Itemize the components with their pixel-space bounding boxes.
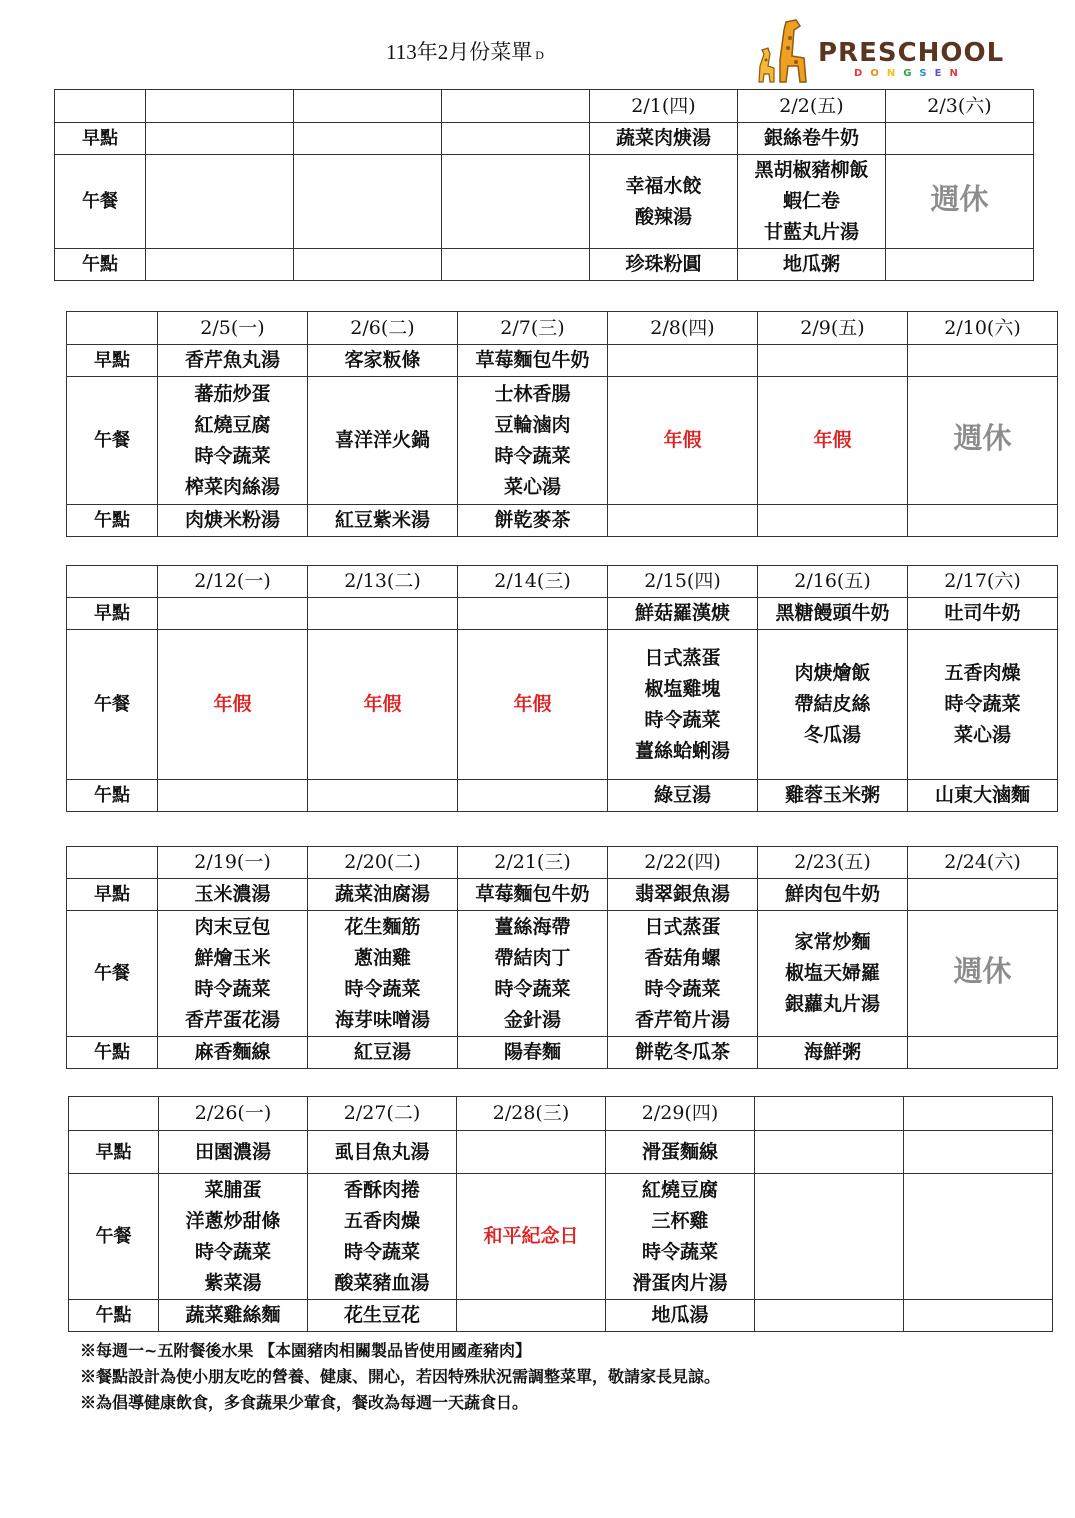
breakfast-row bbox=[67, 879, 1058, 911]
lunch-dish: 蔥油雞 bbox=[353, 946, 411, 969]
lunch-cell bbox=[146, 155, 294, 249]
snack-cell: 雞蓉玉米粥 bbox=[758, 780, 908, 812]
breakfast-cell: 香芹魚丸湯 bbox=[158, 345, 308, 377]
breakfast-cell bbox=[908, 879, 1058, 911]
snack-cell: 紅豆湯 bbox=[308, 1037, 458, 1069]
date-cell: 2/28(三) bbox=[457, 1097, 606, 1131]
corner-cell bbox=[67, 312, 158, 345]
breakfast-cell bbox=[755, 1131, 904, 1174]
logo-subtitle bbox=[854, 68, 966, 80]
snack-row bbox=[67, 780, 1058, 812]
lunch-dish: 銀蘿丸片湯 bbox=[784, 993, 880, 1015]
row-label-breakfast: 早點 bbox=[67, 345, 158, 377]
logo-sub-letter: N bbox=[949, 68, 966, 79]
lunch-dish: 五香肉燥 bbox=[343, 1209, 420, 1232]
lunch-cell bbox=[308, 630, 458, 780]
snack-cell bbox=[442, 249, 590, 281]
breakfast-cell bbox=[308, 598, 458, 630]
snack-cell: 花生豆花 bbox=[308, 1300, 457, 1332]
date-cell: 2/13(二) bbox=[308, 566, 458, 598]
date-row bbox=[67, 847, 1058, 879]
lunch-cell bbox=[590, 155, 738, 249]
breakfast-cell: 吐司牛奶 bbox=[908, 598, 1058, 630]
breakfast-cell: 鮮菇羅漢焿 bbox=[608, 598, 758, 630]
date-cell: 2/21(三) bbox=[458, 847, 608, 879]
snack-cell: 山東大滷麵 bbox=[908, 780, 1058, 812]
lunch-row bbox=[55, 155, 1034, 249]
lunch-dish: 帶結皮絲 bbox=[794, 693, 871, 715]
lunch-dish: 時令蔬菜 bbox=[494, 977, 571, 1000]
corner-cell bbox=[67, 566, 158, 598]
logo-sub-letter: E bbox=[934, 68, 950, 79]
giraffe-icon bbox=[752, 16, 822, 86]
lunch-dish: 時令蔬菜 bbox=[344, 977, 421, 1000]
lunch-cell bbox=[758, 630, 908, 780]
lunch-cell bbox=[608, 377, 758, 505]
lunch-dish: 金針湯 bbox=[503, 1008, 561, 1031]
lunch-cell bbox=[608, 911, 758, 1037]
lunch-dish: 五香肉燥 bbox=[944, 662, 1021, 684]
lunch-cell bbox=[606, 1174, 755, 1300]
lunch-dish: 酸菜豬血湯 bbox=[334, 1271, 430, 1294]
lunch-dish: 日式蒸蛋 bbox=[644, 915, 721, 938]
snack-cell bbox=[158, 780, 308, 812]
snack-cell: 紅豆紫米湯 bbox=[308, 505, 458, 537]
row-label-lunch: 午餐 bbox=[67, 377, 158, 505]
date-cell: 2/1(四) bbox=[590, 90, 738, 123]
lunch-dish: 日式蒸蛋 bbox=[644, 646, 721, 669]
week-table bbox=[54, 89, 1034, 281]
lunch-cell bbox=[908, 377, 1058, 505]
lunch-cell bbox=[308, 911, 458, 1037]
breakfast-cell bbox=[758, 345, 908, 377]
lunch-row bbox=[67, 630, 1058, 780]
date-cell: 2/26(一) bbox=[159, 1097, 308, 1131]
lunch-dish: 士林香腸 bbox=[494, 382, 571, 405]
date-cell: 2/2(五) bbox=[738, 90, 886, 123]
lunch-row bbox=[67, 377, 1058, 505]
breakfast-cell bbox=[886, 123, 1034, 155]
snack-cell bbox=[458, 780, 608, 812]
lunch-dish: 鮮燴玉米 bbox=[194, 946, 271, 969]
lunch-cell bbox=[608, 630, 758, 780]
note-line: ※為倡導健康飲食，多食蔬果少葷食，餐改為每週一天蔬食日。 bbox=[80, 1393, 529, 1412]
breakfast-row bbox=[55, 123, 1034, 155]
lunch-dish: 幸福水餃 bbox=[625, 174, 702, 197]
lunch-cell bbox=[458, 911, 608, 1037]
lunch-dish: 榨菜肉絲湯 bbox=[184, 475, 280, 498]
lunch-cell bbox=[457, 1174, 606, 1300]
note-line: ※每週一~五附餐後水果 【本園豬肉相關製品皆使用國產豬肉】 bbox=[80, 1341, 531, 1360]
holiday-label: 年假 bbox=[663, 429, 702, 451]
snack-cell: 地瓜粥 bbox=[738, 249, 886, 281]
holiday-label: 年假 bbox=[813, 429, 852, 451]
lunch-cell bbox=[904, 1174, 1053, 1300]
date-cell: 2/14(三) bbox=[458, 566, 608, 598]
breakfast-cell: 鮮肉包牛奶 bbox=[758, 879, 908, 911]
lunch-dish: 蝦仁卷 bbox=[782, 190, 840, 212]
snack-cell: 陽春麵 bbox=[458, 1037, 608, 1069]
date-row bbox=[69, 1097, 1053, 1131]
lunch-cell bbox=[308, 377, 458, 505]
title-suffix: D bbox=[535, 48, 544, 62]
week-table bbox=[66, 311, 1058, 537]
lunch-dish: 菜脯蛋 bbox=[204, 1178, 262, 1201]
lunch-dish: 滑蛋肉片湯 bbox=[632, 1271, 728, 1294]
lunch-dish: 時令蔬菜 bbox=[641, 1240, 718, 1263]
lunch-dish: 海芽味噌湯 bbox=[334, 1008, 430, 1031]
lunch-cell bbox=[738, 155, 886, 249]
date-cell: 2/19(一) bbox=[158, 847, 308, 879]
corner-cell bbox=[67, 847, 158, 879]
snack-cell bbox=[294, 249, 442, 281]
date-cell: 2/5(一) bbox=[158, 312, 308, 345]
lunch-dish: 紫菜湯 bbox=[204, 1271, 262, 1294]
row-label-snack: 午點 bbox=[67, 505, 158, 537]
lunch-dish: 時令蔬菜 bbox=[644, 708, 721, 731]
breakfast-cell bbox=[294, 123, 442, 155]
breakfast-cell bbox=[146, 123, 294, 155]
logo-sub-letter: D bbox=[854, 68, 871, 79]
title-main: 113年2月份菜單 bbox=[386, 40, 533, 64]
date-cell: 2/9(五) bbox=[758, 312, 908, 345]
date-row bbox=[67, 566, 1058, 598]
lunch-dish: 肉末豆包 bbox=[194, 915, 271, 938]
weekend-label: 週休 bbox=[953, 954, 1012, 988]
breakfast-cell: 黑糖饅頭牛奶 bbox=[758, 598, 908, 630]
date-cell: 2/7(三) bbox=[458, 312, 608, 345]
snack-row bbox=[55, 249, 1034, 281]
lunch-dish: 帶結肉丁 bbox=[494, 946, 571, 969]
snack-cell bbox=[886, 249, 1034, 281]
lunch-dish: 薑絲海帶 bbox=[494, 915, 571, 938]
lunch-cell bbox=[158, 630, 308, 780]
logo-sub-letter: N bbox=[886, 68, 904, 79]
lunch-dish: 菜心湯 bbox=[503, 475, 561, 498]
lunch-dish: 豆輪滷肉 bbox=[494, 413, 571, 436]
lunch-dish: 紅燒豆腐 bbox=[641, 1178, 718, 1201]
lunch-dish: 洋蔥炒甜條 bbox=[185, 1209, 281, 1232]
lunch-cell bbox=[758, 377, 908, 505]
snack-cell: 海鮮粥 bbox=[758, 1037, 908, 1069]
date-cell: 2/3(六) bbox=[886, 90, 1034, 123]
snack-cell bbox=[908, 1037, 1058, 1069]
row-label-lunch: 午餐 bbox=[67, 911, 158, 1037]
lunch-row bbox=[67, 911, 1058, 1037]
lunch-cell bbox=[158, 911, 308, 1037]
breakfast-cell bbox=[158, 598, 308, 630]
lunch-dish: 紅燒豆腐 bbox=[194, 413, 271, 436]
snack-cell: 餅乾麥茶 bbox=[458, 505, 608, 537]
lunch-dish: 椒塩雞塊 bbox=[644, 677, 721, 700]
date-cell bbox=[442, 90, 590, 123]
date-cell bbox=[755, 1097, 904, 1131]
snack-cell: 綠豆湯 bbox=[608, 780, 758, 812]
lunch-cell bbox=[755, 1174, 904, 1300]
date-cell: 2/23(五) bbox=[758, 847, 908, 879]
preschool-logo bbox=[752, 16, 1032, 86]
date-cell: 2/16(五) bbox=[758, 566, 908, 598]
lunch-dish: 家常炒麵 bbox=[794, 931, 871, 953]
lunch-dish: 酸辣湯 bbox=[634, 205, 692, 228]
lunch-dish: 時令蔬菜 bbox=[494, 444, 571, 467]
lunch-dish: 椒塩天婦羅 bbox=[784, 962, 880, 984]
snack-cell bbox=[608, 505, 758, 537]
row-label-lunch: 午餐 bbox=[69, 1174, 159, 1300]
holiday-label: 和平紀念日 bbox=[483, 1225, 579, 1247]
snack-cell bbox=[904, 1300, 1053, 1332]
date-cell bbox=[146, 90, 294, 123]
snack-row bbox=[67, 505, 1058, 537]
lunch-cell bbox=[158, 377, 308, 505]
holiday-label: 年假 bbox=[363, 693, 402, 715]
breakfast-cell: 田園濃湯 bbox=[159, 1131, 308, 1174]
date-cell: 2/12(一) bbox=[158, 566, 308, 598]
lunch-dish: 喜洋洋火鍋 bbox=[334, 429, 430, 451]
date-cell: 2/6(二) bbox=[308, 312, 458, 345]
breakfast-cell bbox=[458, 598, 608, 630]
breakfast-cell: 玉米濃湯 bbox=[158, 879, 308, 911]
row-label-snack: 午點 bbox=[67, 1037, 158, 1069]
notes bbox=[80, 1338, 720, 1416]
corner-cell bbox=[69, 1097, 159, 1131]
lunch-dish: 薑絲蛤蜊湯 bbox=[634, 739, 730, 762]
breakfast-cell bbox=[442, 123, 590, 155]
lunch-dish: 時令蔬菜 bbox=[194, 1240, 271, 1263]
weekend-label: 週休 bbox=[930, 182, 989, 216]
week-table bbox=[68, 1096, 1053, 1332]
date-cell bbox=[904, 1097, 1053, 1131]
breakfast-row bbox=[69, 1131, 1053, 1174]
week-table bbox=[66, 846, 1058, 1069]
breakfast-row bbox=[67, 598, 1058, 630]
lunch-dish: 冬瓜湯 bbox=[803, 724, 861, 746]
lunch-dish: 黑胡椒豬柳飯 bbox=[754, 159, 869, 181]
row-label-breakfast: 早點 bbox=[55, 123, 146, 155]
note-line: ※餐點設計為使小朋友吃的營養、健康、開心，若因特殊狀況需調整菜單，敬請家長見諒。 bbox=[80, 1367, 721, 1386]
lunch-dish: 香酥肉捲 bbox=[343, 1178, 420, 1201]
breakfast-cell: 蔬菜肉焿湯 bbox=[590, 123, 738, 155]
weekend-label: 週休 bbox=[953, 421, 1012, 455]
lunch-dish: 蕃茄炒蛋 bbox=[194, 382, 271, 405]
date-cell bbox=[294, 90, 442, 123]
lunch-dish: 肉焿燴飯 bbox=[794, 662, 871, 684]
breakfast-cell: 蔬菜油腐湯 bbox=[308, 879, 458, 911]
snack-cell: 肉焿米粉湯 bbox=[158, 505, 308, 537]
date-cell: 2/8(四) bbox=[608, 312, 758, 345]
page-title bbox=[386, 36, 544, 66]
date-cell: 2/27(二) bbox=[308, 1097, 457, 1131]
breakfast-cell: 草莓麵包牛奶 bbox=[458, 345, 608, 377]
date-row bbox=[55, 90, 1034, 123]
lunch-dish: 時令蔬菜 bbox=[343, 1240, 420, 1263]
lunch-cell bbox=[886, 155, 1034, 249]
date-row bbox=[67, 312, 1058, 345]
snack-cell bbox=[146, 249, 294, 281]
breakfast-cell: 滑蛋麵線 bbox=[606, 1131, 755, 1174]
lunch-dish: 時令蔬菜 bbox=[644, 977, 721, 1000]
lunch-dish: 時令蔬菜 bbox=[944, 693, 1021, 715]
lunch-cell bbox=[159, 1174, 308, 1300]
lunch-row bbox=[69, 1174, 1053, 1300]
logo-sub-letter: G bbox=[903, 68, 920, 79]
date-cell: 2/29(四) bbox=[606, 1097, 755, 1131]
week-table bbox=[66, 565, 1058, 812]
date-cell: 2/22(四) bbox=[608, 847, 758, 879]
holiday-label: 年假 bbox=[513, 693, 552, 715]
lunch-cell bbox=[908, 911, 1058, 1037]
breakfast-cell: 翡翠銀魚湯 bbox=[608, 879, 758, 911]
snack-row bbox=[67, 1037, 1058, 1069]
lunch-dish: 花生麵筋 bbox=[344, 915, 421, 938]
logo-sub-letter: O bbox=[870, 68, 887, 79]
lunch-cell bbox=[442, 155, 590, 249]
breakfast-cell bbox=[904, 1131, 1053, 1174]
snack-row bbox=[69, 1300, 1053, 1332]
date-cell: 2/17(六) bbox=[908, 566, 1058, 598]
snack-cell bbox=[457, 1300, 606, 1332]
lunch-cell bbox=[758, 911, 908, 1037]
snack-cell bbox=[308, 780, 458, 812]
date-cell: 2/15(四) bbox=[608, 566, 758, 598]
lunch-cell bbox=[908, 630, 1058, 780]
breakfast-cell: 草莓麵包牛奶 bbox=[458, 879, 608, 911]
snack-cell: 珍珠粉圓 bbox=[590, 249, 738, 281]
breakfast-cell bbox=[457, 1131, 606, 1174]
lunch-dish: 三杯雞 bbox=[651, 1209, 709, 1232]
row-label-snack: 午點 bbox=[67, 780, 158, 812]
breakfast-cell: 客家粄條 bbox=[308, 345, 458, 377]
snack-cell: 地瓜湯 bbox=[606, 1300, 755, 1332]
lunch-dish: 菜心湯 bbox=[953, 724, 1011, 746]
row-label-lunch: 午餐 bbox=[55, 155, 146, 249]
corner-cell bbox=[55, 90, 146, 123]
lunch-dish: 香芹蛋花湯 bbox=[184, 1008, 280, 1031]
lunch-cell bbox=[458, 377, 608, 505]
breakfast-cell bbox=[608, 345, 758, 377]
date-cell: 2/20(二) bbox=[308, 847, 458, 879]
row-label-breakfast: 早點 bbox=[69, 1131, 159, 1174]
snack-cell bbox=[758, 505, 908, 537]
lunch-dish: 時令蔬菜 bbox=[194, 977, 271, 1000]
lunch-cell bbox=[308, 1174, 457, 1300]
breakfast-cell: 虱目魚丸湯 bbox=[308, 1131, 457, 1174]
snack-cell: 餅乾冬瓜茶 bbox=[608, 1037, 758, 1069]
snack-cell: 蔬菜雞絲麵 bbox=[159, 1300, 308, 1332]
date-cell: 2/24(六) bbox=[908, 847, 1058, 879]
lunch-dish: 香芹筍片湯 bbox=[634, 1008, 730, 1031]
lunch-dish: 甘藍丸片湯 bbox=[763, 221, 859, 243]
row-label-breakfast: 早點 bbox=[67, 879, 158, 911]
lunch-cell bbox=[458, 630, 608, 780]
row-label-lunch: 午餐 bbox=[67, 630, 158, 780]
snack-cell bbox=[908, 505, 1058, 537]
breakfast-cell bbox=[908, 345, 1058, 377]
snack-cell: 麻香麵線 bbox=[158, 1037, 308, 1069]
row-label-snack: 午點 bbox=[69, 1300, 159, 1332]
date-cell: 2/10(六) bbox=[908, 312, 1058, 345]
lunch-cell bbox=[294, 155, 442, 249]
holiday-label: 年假 bbox=[213, 693, 252, 715]
lunch-dish: 時令蔬菜 bbox=[194, 444, 271, 467]
lunch-dish: 香菇角螺 bbox=[644, 946, 721, 969]
row-label-breakfast: 早點 bbox=[67, 598, 158, 630]
logo-wordmark: PRESCHOOL bbox=[818, 38, 1005, 68]
breakfast-cell: 銀絲卷牛奶 bbox=[738, 123, 886, 155]
snack-cell bbox=[755, 1300, 904, 1332]
logo-sub-letter: S bbox=[919, 68, 935, 79]
breakfast-row bbox=[67, 345, 1058, 377]
row-label-snack: 午點 bbox=[55, 249, 146, 281]
